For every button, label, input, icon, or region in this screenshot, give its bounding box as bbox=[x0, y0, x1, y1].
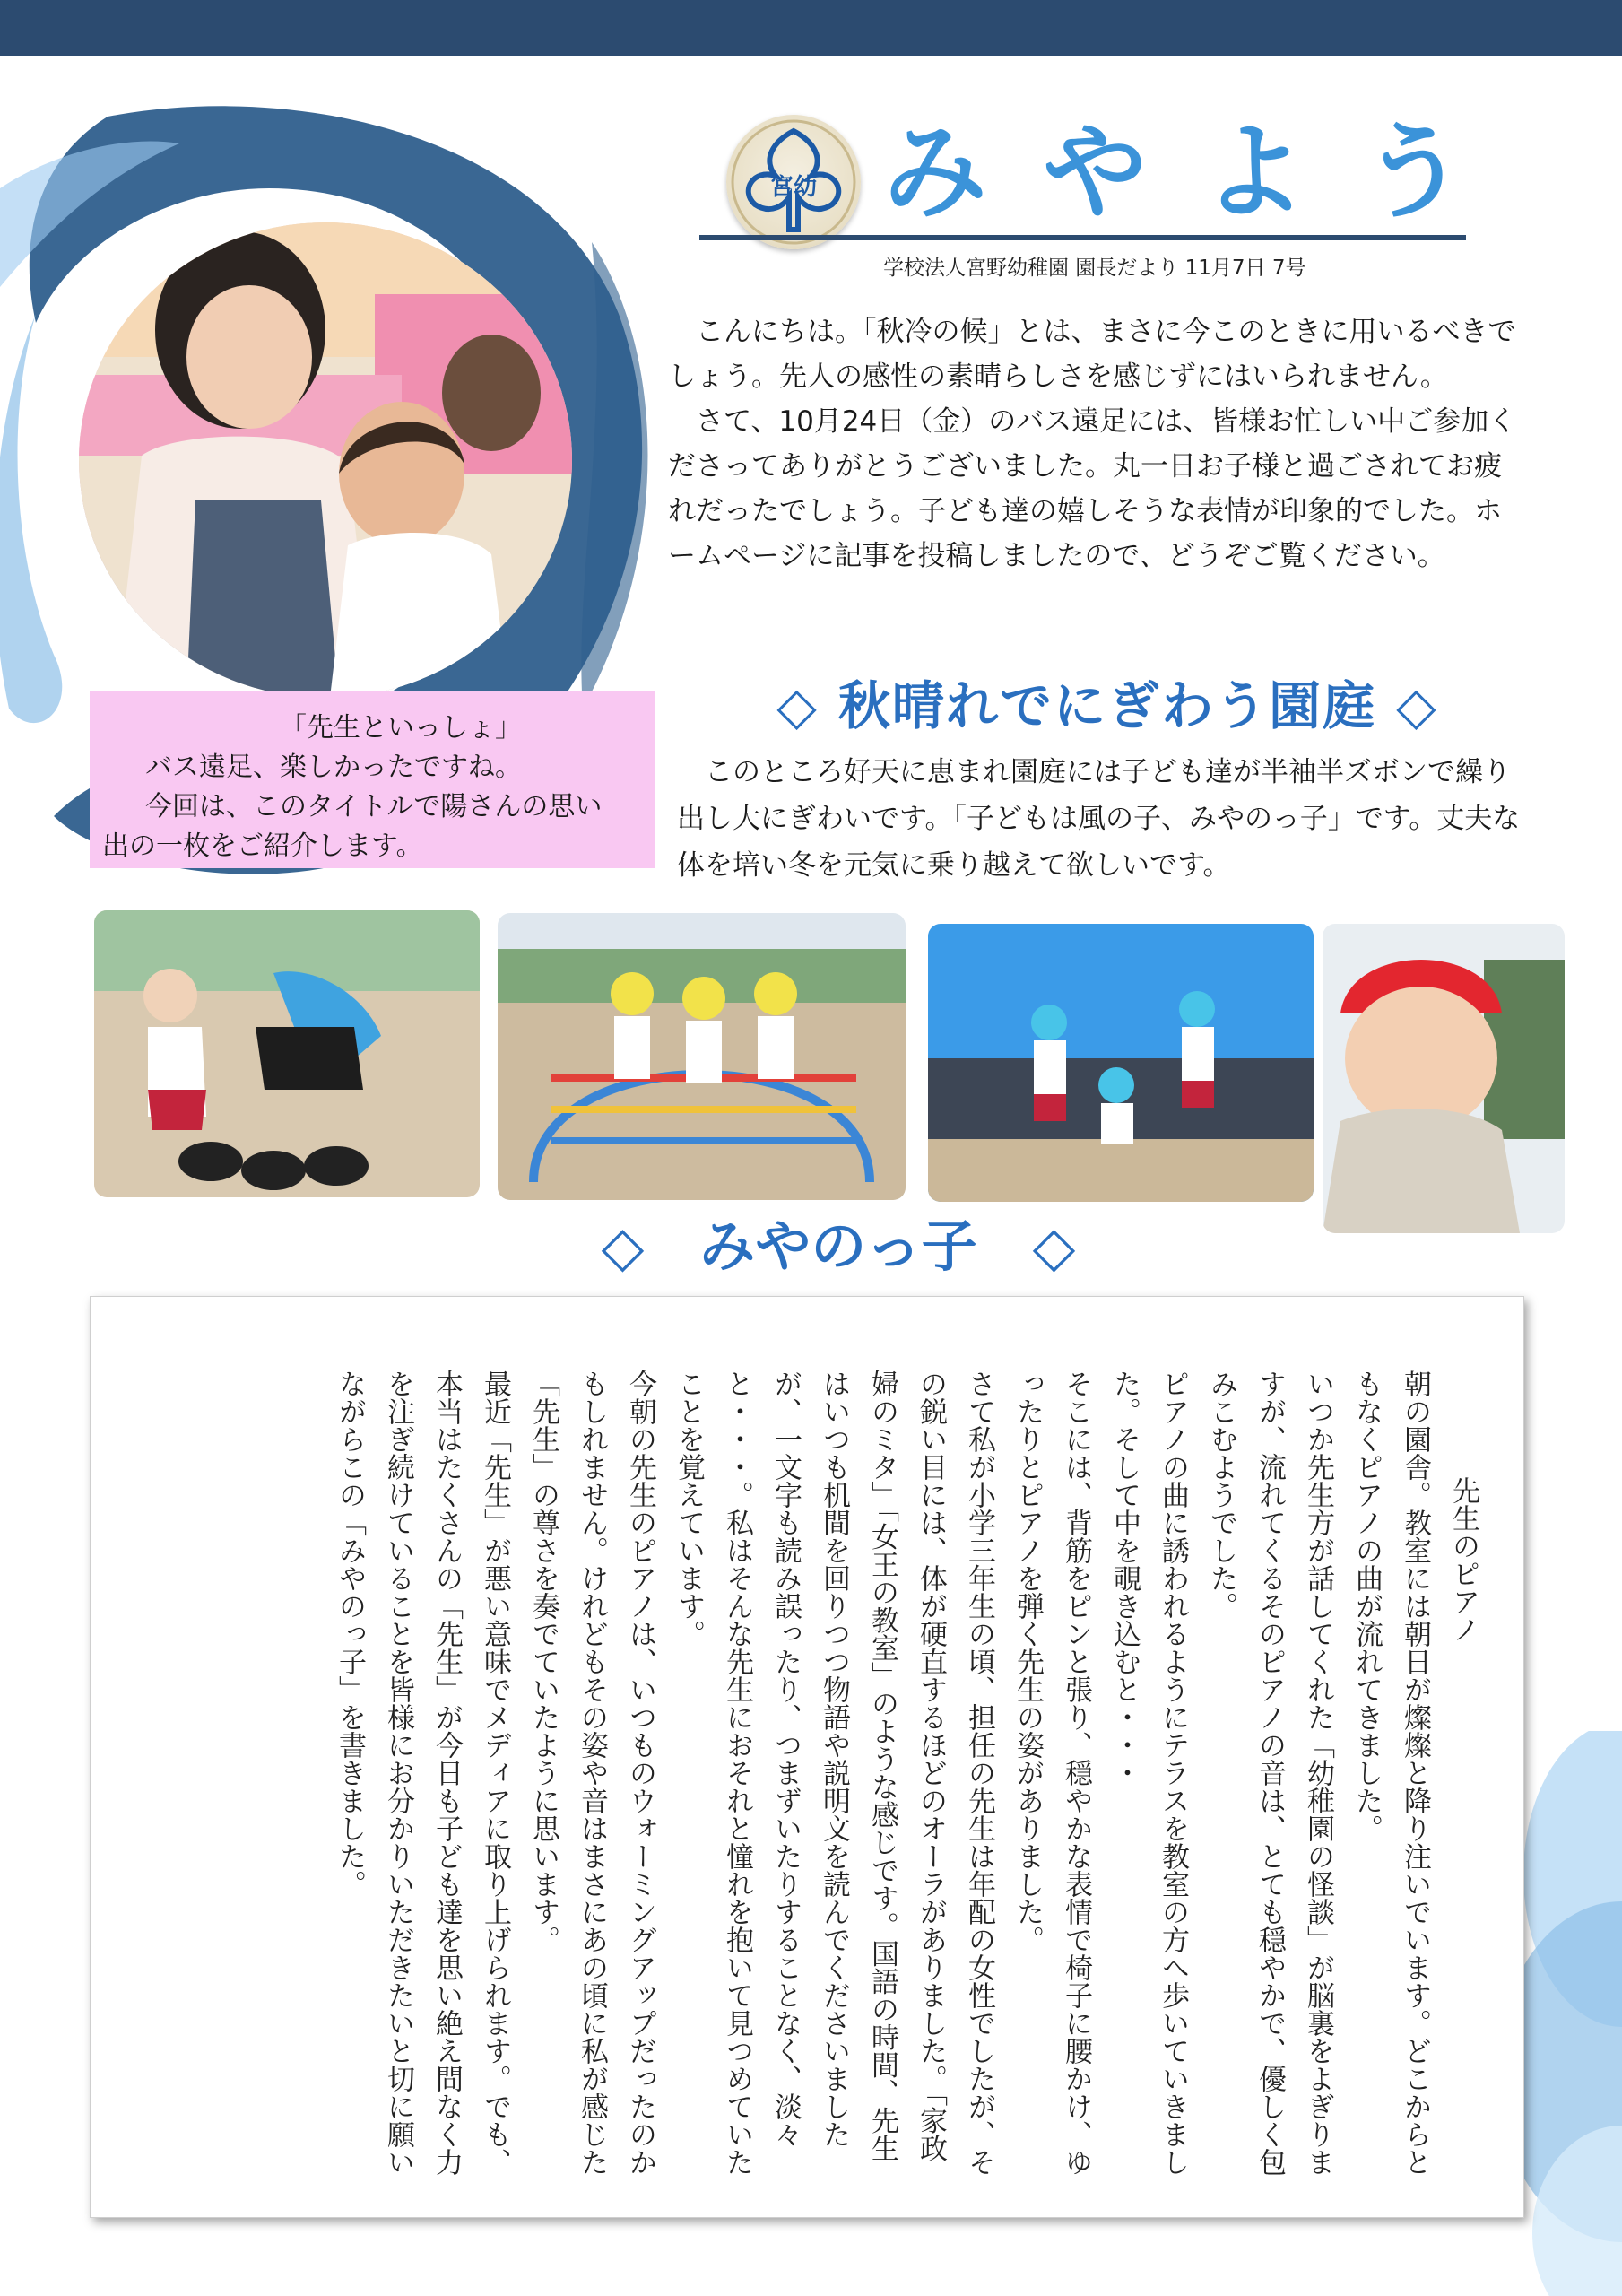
intro-paragraph-2: さて、10月24日（金）のバス遠足には、皆様お忙しい中ご参加くださってありがとうございました。丸一日お子様と過ごされてお疲れだったでしょう。子ども達の嬉しそうな表情が印象的でした。ホームページに記事を投稿しましたので、どうぞご覧ください。 bbox=[668, 405, 1517, 572]
intro-paragraph-1: こんにちは。「秋冷の候」とは、まさに今このときに用いるべきでしょう。先人の感性の素晴らしさを感じずにはいられません。 bbox=[668, 316, 1516, 393]
caption-line: 今回は、このタイトルで陽さんの思い bbox=[145, 791, 603, 822]
caption-line: バス遠足、楽しかったですね。 bbox=[145, 752, 522, 783]
photo-jumping-children bbox=[928, 924, 1314, 1202]
portrait-photo bbox=[79, 222, 572, 698]
essay-paragraph: 朝の園舎。教室には朝日が燦燦と降り注いでいます。どこからともなくピアノの曲が流れてきました。 bbox=[1350, 1370, 1431, 2176]
section-heading-miyanokko: ◇ みやのっ子 ◇ bbox=[601, 1213, 1076, 1279]
section-body-garden: このところ好天に恵まれ園庭には子ども達が半袖半ズボンで繰り出し大にぎわいです。「子どもは風の子、みやのっ子」です。丈夫な体を培い冬を元気に乗り越えて欲しいです。 bbox=[677, 756, 1521, 882]
newsletter-title: みやよう bbox=[883, 112, 1522, 233]
essay-paragraph: 今朝の先生のピアノは、いつものウォーミングアップだったのかもしれません。けれどもその姿や音はまさにあの頃に私が感じた「先生」の尊さを奏でていたように思います。 bbox=[527, 1370, 656, 2176]
caption-title: 「先生といっしょ」 bbox=[280, 712, 522, 744]
caption-line: 出の一枚をご紹介します。 bbox=[102, 831, 423, 862]
photo-child-red-cap bbox=[1323, 924, 1565, 1233]
essay-text bbox=[325, 1342, 1488, 2185]
logo-text: 宮幼 bbox=[769, 174, 817, 201]
essay-paragraph: さて私が小学三年生の頃、担任の先生は年配の女性でしたが、その鋭い目には、体が硬直するほどのオーラがありました。「家政婦のミタ」「女王の教室」のような感じです。国語の時間、先生はいつも机間を回りつつ物語や説明文を読んでくださいましたが、一文字も読み誤ったり、つまずいたりすることなく、淡々と・・・。私はそんな先生におそれと憧れを抱いて見つめていたことを覚えています。 bbox=[672, 1370, 995, 2176]
essay-title: 先生のピアノ bbox=[1447, 1476, 1479, 1643]
essay-paragraph: ピアノの曲に誘われるようにテラスを教室の方へ歩いていきました。そして中を覗き込むと・・・ bbox=[1108, 1370, 1189, 2176]
photo-climbing-frame bbox=[498, 913, 906, 1200]
newsletter-subtitle: 学校法人宮野幼稚園 園長だより 11月7日 7号 bbox=[883, 257, 1306, 280]
intro-text bbox=[668, 309, 1529, 578]
essay-paragraph: そこには、背筋をピンと張り、穏やかな表情で椅子に腰かけ、ゆったりとピアノを弾く先生の姿がありました。 bbox=[1011, 1370, 1092, 2176]
essay-box bbox=[90, 1296, 1524, 2218]
essay-paragraph: いつか先生方が話してくれた「幼稚園の怪談」が脳裏をよぎりますが、流れてくるそのピアノの音は、とても穏やかで、優しく包みこむようでした。 bbox=[1205, 1370, 1334, 2176]
title-underline bbox=[699, 235, 1466, 240]
photo-swing bbox=[94, 910, 480, 1197]
kindergarten-logo bbox=[726, 115, 861, 249]
essay-paragraph: 最近「先生」が悪い意味でメディアに取り上げられます。でも、本当はたくさんの「先生」が今日も子ども達を思い絶え間なく力を注ぎ続けていることを皆様にお分かりいただきたいと切に願いながらこの「みやのっ子」を書きました。 bbox=[334, 1370, 511, 2176]
section-heading-garden: ◇ 秋晴れでにぎわう園庭 ◇ bbox=[776, 675, 1438, 736]
top-banner bbox=[0, 0, 1622, 56]
photo-caption bbox=[90, 691, 655, 868]
